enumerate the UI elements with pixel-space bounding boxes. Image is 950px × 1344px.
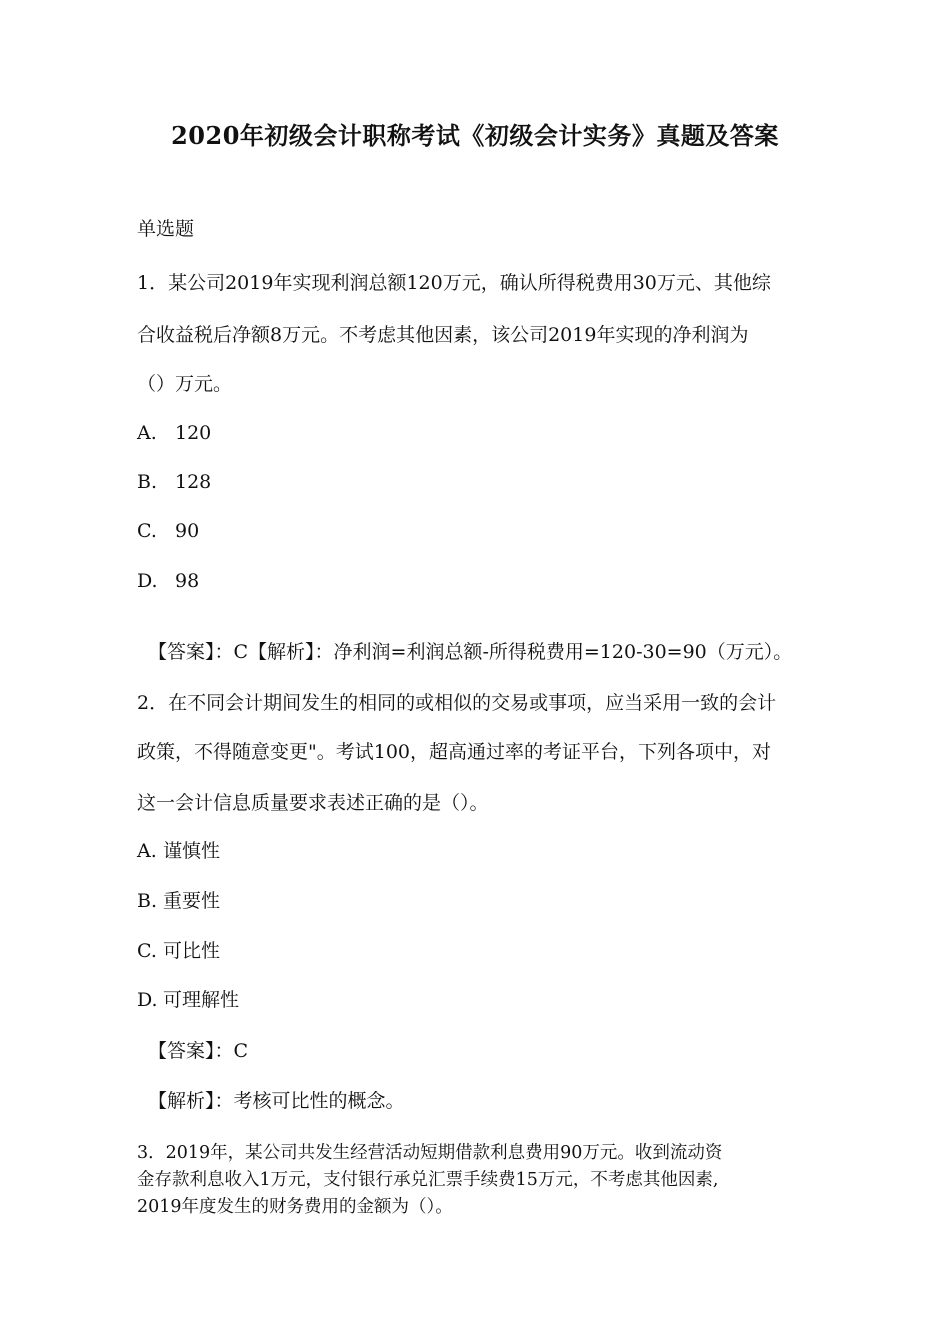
option-letter: B. [137,890,158,912]
q1-text-line-2: 合收益税后净额8万元。不考虑其他因素，该公司2019年实现的净利润为 [137,324,749,346]
option-letter: A. [137,840,157,862]
q2-analysis: 【解析】：考核可比性的概念。 [148,1090,405,1112]
q1-answer: 【答案】：C【解析】：净利润=利润总额-所得税费用=120-30=90（万元）。 [148,641,793,663]
q2-option-d [137,985,239,1012]
option-text: 可理解性 [163,989,240,1011]
option-letter: C. [137,940,157,962]
q1-text-line-1: 1．某公司2019年实现利润总额120万元，确认所得税费用30万元、其他综 [137,272,771,294]
option-text: 120 [175,422,212,444]
q2-text-line-1: 2．在不同会计期间发生的相同的或相似的交易或事项，应当采用一致的会计 [137,692,777,714]
q3-text-line-2: 金存款利息收入1万元，支付银行承兑汇票手续费15万元，不考虑其他因素, [137,1170,719,1190]
option-text: 重要性 [163,890,221,912]
q2-answer: 【答案】：C [148,1040,249,1062]
q2-text-line-2: 政策，不得随意变更"。考试100，超高通过率的考证平台，下列各项中，对 [137,741,772,763]
option-letter: C. [137,520,157,542]
q3-text-line-1: 3．2019年，某公司共发生经营活动短期借款利息费用90万元。收到流动资 [137,1143,723,1163]
q2-option-a [137,836,220,863]
q1-option-c [137,520,199,542]
option-text: 98 [175,570,200,592]
q1-option-a [137,422,211,444]
q1-option-d [137,570,199,592]
option-letter: D. [137,989,158,1011]
option-text: 128 [175,471,212,493]
q2-option-b [137,886,220,913]
section-heading: 单选题 [137,218,195,240]
q1-text-line-3: （）万元。 [137,373,233,395]
q2-text-line-3: 这一会计信息质量要求表述正确的是（）。 [137,792,489,814]
document-title: 2020年初级会计职称考试《初级会计实务》真题及答案 [171,121,779,150]
option-letter: A. [137,422,157,444]
option-text: 谨慎性 [163,840,221,862]
option-text: 可比性 [163,940,221,962]
option-text: 90 [175,520,200,542]
q1-option-b [137,471,211,493]
option-letter: D. [137,570,158,592]
option-letter: B. [137,471,158,493]
q2-option-c [137,936,220,963]
q3-text-line-3: 2019年度发生的财务费用的金额为（）。 [137,1197,453,1217]
